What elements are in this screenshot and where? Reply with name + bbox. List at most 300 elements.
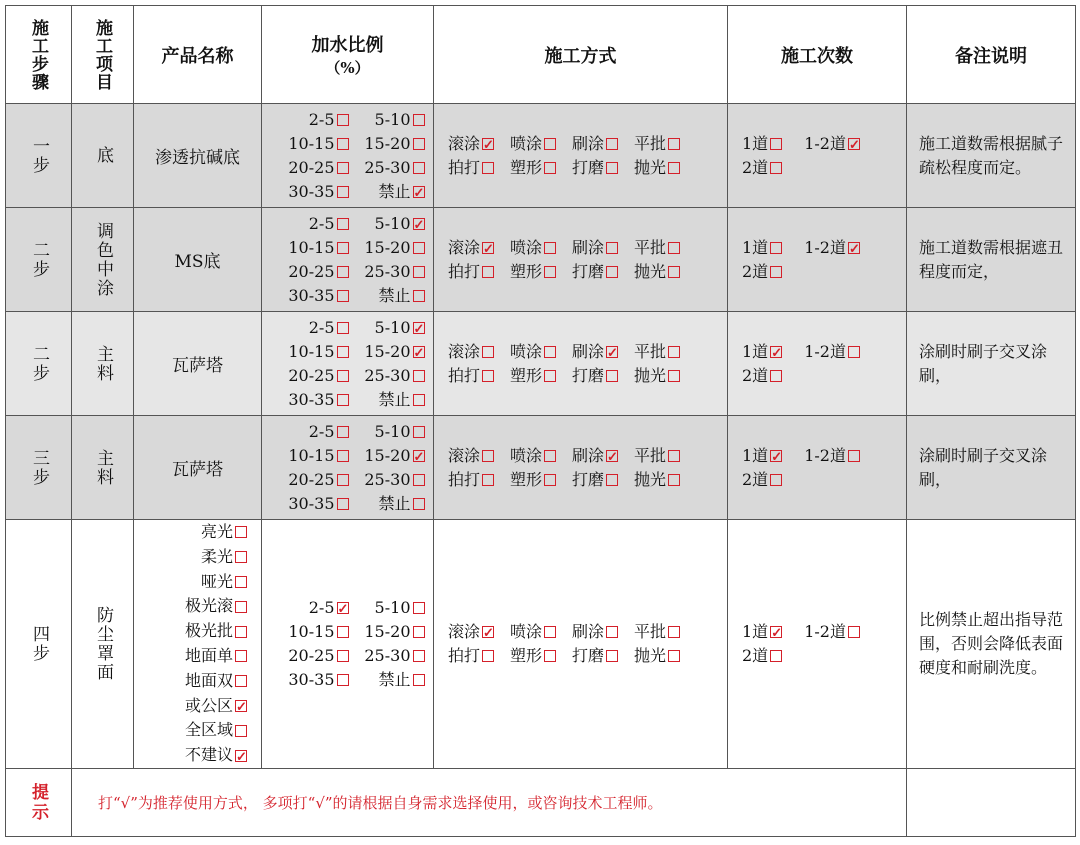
method-option-label: 拍打	[448, 261, 481, 281]
ratio-option-label: 2-5	[308, 213, 335, 233]
step-cell	[6, 312, 72, 416]
unchecked-box-icon[interactable]	[668, 450, 680, 462]
unchecked-box-icon[interactable]	[413, 114, 425, 126]
method-cell	[434, 208, 728, 312]
header-remark	[907, 6, 1076, 104]
unchecked-box-icon[interactable]	[413, 626, 425, 638]
ratio-option-label: 15-20	[364, 237, 411, 257]
ratio-cell	[262, 104, 434, 208]
times-row	[742, 340, 860, 364]
unchecked-box-icon[interactable]	[482, 650, 494, 662]
unchecked-box-icon[interactable]	[337, 322, 349, 334]
finish-option-label: 哑光	[200, 571, 233, 591]
method-option	[572, 340, 618, 364]
times-row	[742, 236, 860, 260]
remark-text: 施工道数需根据遮丑程度而定，	[919, 237, 1064, 281]
ratio-option-label: 25-30	[364, 157, 411, 177]
times-cell	[728, 104, 907, 208]
times-row	[742, 444, 860, 468]
unchecked-box-icon[interactable]	[413, 266, 425, 278]
checked-box-icon[interactable]	[235, 750, 247, 762]
method-option	[448, 620, 494, 644]
checked-box-icon[interactable]	[848, 138, 860, 150]
checked-box-icon[interactable]	[482, 242, 494, 254]
header-times	[728, 6, 907, 104]
unchecked-box-icon[interactable]	[668, 266, 680, 278]
method-option-label: 拍打	[448, 469, 481, 489]
method-option-label: 塑形	[510, 157, 543, 177]
checked-box-icon[interactable]	[413, 450, 425, 462]
unchecked-box-icon[interactable]	[606, 474, 618, 486]
checked-box-icon[interactable]	[482, 138, 494, 150]
method-option-label: 打磨	[572, 365, 605, 385]
ratio-option	[283, 644, 349, 668]
method-option	[510, 620, 556, 644]
unchecked-box-icon[interactable]	[337, 474, 349, 486]
ratio-option-label: 25-30	[364, 469, 411, 489]
method-row	[448, 340, 680, 364]
ratio-option	[349, 364, 425, 388]
method-option-label: 滚涂	[448, 445, 481, 465]
remark-cell	[907, 104, 1076, 208]
finish-option-label: 极光滚	[184, 596, 233, 616]
ratio-option	[283, 340, 349, 364]
unchecked-box-icon[interactable]	[606, 370, 618, 382]
product-name: MS底	[174, 252, 221, 272]
method-option	[572, 468, 618, 492]
method-option	[448, 132, 494, 156]
unchecked-box-icon[interactable]	[413, 138, 425, 150]
unchecked-box-icon[interactable]	[668, 242, 680, 254]
ratio-option-label: 20-25	[288, 261, 335, 281]
method-option-label: 喷涂	[510, 133, 543, 153]
times-option-label: 1-2道	[804, 237, 846, 257]
remark-text: 比例禁止超出指导范围，否则会降低表面硬度和耐刷洗度。	[919, 610, 1064, 677]
unchecked-box-icon[interactable]	[413, 498, 425, 510]
method-option-label: 滚涂	[448, 133, 481, 153]
unchecked-box-icon[interactable]	[606, 650, 618, 662]
ratio-option-label: 2-5	[308, 598, 335, 617]
unchecked-box-icon[interactable]	[770, 474, 782, 486]
ratio-option	[349, 444, 425, 468]
unchecked-box-icon[interactable]	[770, 266, 782, 278]
method-option-label: 打磨	[572, 157, 605, 177]
unchecked-box-icon[interactable]	[544, 138, 556, 150]
unchecked-box-icon[interactable]	[544, 370, 556, 382]
checked-box-icon[interactable]	[482, 626, 494, 638]
unchecked-box-icon[interactable]	[337, 346, 349, 358]
method-option	[634, 260, 680, 284]
method-option	[634, 156, 680, 180]
ratio-option-label: 20-25	[288, 157, 335, 177]
method-option	[510, 260, 556, 284]
ratio-option-label: 5-10	[374, 317, 411, 337]
finish-option	[185, 669, 247, 694]
checked-box-icon[interactable]	[413, 186, 425, 198]
checked-box-icon[interactable]	[413, 218, 425, 230]
method-option	[448, 340, 494, 364]
times-option-label: 2道	[742, 157, 769, 177]
unchecked-box-icon[interactable]	[482, 474, 494, 486]
remark-text: 施工道数需根据腻子疏松程度而定。	[919, 133, 1064, 177]
unchecked-box-icon[interactable]	[337, 394, 349, 406]
method-option	[634, 444, 680, 468]
method-row	[448, 236, 680, 260]
ratio-option-label: 30-35	[288, 493, 335, 513]
unchecked-box-icon[interactable]	[413, 474, 425, 486]
finish-option-label: 地面单	[184, 646, 233, 665]
ratio-options	[271, 420, 425, 516]
finish-option	[185, 594, 247, 619]
unchecked-box-icon[interactable]	[668, 370, 680, 382]
times-option-label: 1-2道	[804, 341, 846, 361]
times-option	[742, 156, 782, 180]
unchecked-box-icon[interactable]	[482, 450, 494, 462]
times-option-label: 2道	[742, 469, 769, 489]
step-cell	[6, 416, 72, 520]
unchecked-box-icon[interactable]	[544, 266, 556, 278]
method-option-label: 平批	[634, 237, 667, 257]
method-option-label: 打磨	[572, 469, 605, 489]
method-option-label: 平批	[634, 133, 667, 153]
ratio-options	[271, 596, 425, 692]
ratio-option-label: 2-5	[308, 317, 335, 337]
unchecked-box-icon[interactable]	[544, 650, 556, 662]
method-option	[448, 444, 494, 468]
times-option	[804, 340, 860, 364]
unchecked-box-icon[interactable]	[235, 576, 247, 588]
times-option	[742, 340, 782, 364]
unchecked-box-icon[interactable]	[668, 626, 680, 638]
finish-option-label: 极光批	[184, 621, 233, 641]
unchecked-box-icon[interactable]	[413, 394, 425, 406]
method-option	[510, 132, 556, 156]
checked-box-icon[interactable]	[413, 346, 425, 358]
unchecked-box-icon[interactable]	[482, 162, 494, 174]
method-row	[448, 620, 680, 644]
unchecked-box-icon[interactable]	[482, 370, 494, 382]
unchecked-box-icon[interactable]	[337, 290, 349, 302]
unchecked-box-icon[interactable]	[544, 242, 556, 254]
times-option	[742, 644, 782, 668]
ratio-option-label: 5-10	[374, 109, 411, 129]
times-option-label: 1道	[742, 133, 769, 153]
ratio-option	[283, 180, 349, 204]
item-cell	[72, 208, 134, 312]
method-option-label: 拍打	[448, 157, 481, 177]
remark-text: 涂刷时刷子交叉涂刷，	[919, 445, 1048, 489]
tip-empty-cell	[907, 769, 1076, 837]
product-name: 瓦萨塔	[172, 460, 223, 480]
ratio-options	[271, 108, 425, 204]
unchecked-box-icon[interactable]	[337, 266, 349, 278]
times-option	[804, 132, 860, 156]
finish-option	[185, 644, 247, 669]
unchecked-box-icon[interactable]	[337, 162, 349, 174]
unchecked-box-icon[interactable]	[668, 474, 680, 486]
unchecked-box-icon[interactable]	[235, 526, 247, 538]
times-cell	[728, 520, 907, 769]
unchecked-box-icon[interactable]	[413, 650, 425, 662]
unchecked-box-icon[interactable]	[413, 602, 425, 614]
ratio-options	[271, 316, 425, 412]
method-option-label: 拍打	[448, 646, 481, 665]
unchecked-box-icon[interactable]	[337, 242, 349, 254]
ratio-option-label: 25-30	[364, 646, 411, 665]
unchecked-box-icon[interactable]	[482, 346, 494, 358]
construction-table	[5, 5, 1076, 837]
header-method-text: 施工方式	[544, 45, 617, 67]
unchecked-box-icon[interactable]	[606, 266, 618, 278]
product-cell	[134, 208, 262, 312]
ratio-option	[349, 420, 425, 444]
unchecked-box-icon[interactable]	[413, 242, 425, 254]
ratio-option	[349, 316, 425, 340]
ratio-option-label: 5-10	[374, 421, 411, 441]
unchecked-box-icon[interactable]	[770, 138, 782, 150]
method-option	[448, 156, 494, 180]
unchecked-box-icon[interactable]	[337, 186, 349, 198]
method-option	[634, 644, 680, 668]
step-cell	[6, 520, 72, 769]
method-option	[634, 364, 680, 388]
unchecked-box-icon[interactable]	[606, 138, 618, 150]
unchecked-box-icon[interactable]	[770, 650, 782, 662]
method-option-label: 刷涂	[572, 237, 605, 257]
method-option	[510, 444, 556, 468]
ratio-option-label: 30-35	[288, 181, 335, 201]
method-option-label: 平批	[634, 622, 667, 641]
finish-option	[185, 619, 247, 644]
times-option-label: 1-2道	[804, 622, 846, 641]
times-option-label: 1道	[742, 237, 769, 257]
finish-option-label: 地面双	[184, 670, 233, 690]
unchecked-box-icon[interactable]	[606, 626, 618, 638]
ratio-option-label: 10-15	[288, 341, 335, 361]
ratio-option-label: 20-25	[288, 365, 335, 385]
ratio-option	[349, 132, 425, 156]
finish-option-label: 不建议	[184, 745, 233, 765]
checked-box-icon[interactable]	[770, 626, 782, 638]
finish-option	[185, 743, 247, 768]
unchecked-box-icon[interactable]	[413, 426, 425, 438]
checked-box-icon[interactable]	[770, 346, 782, 358]
method-row	[448, 468, 680, 492]
ratio-option-label: 15-20	[364, 341, 411, 361]
times-cell	[728, 416, 907, 520]
times-option-label: 2道	[742, 646, 769, 665]
checked-box-icon[interactable]	[770, 450, 782, 462]
unchecked-box-icon[interactable]	[668, 346, 680, 358]
method-option-label: 刷涂	[572, 445, 605, 465]
method-option-label: 打磨	[572, 261, 605, 281]
unchecked-box-icon[interactable]	[413, 370, 425, 382]
unchecked-box-icon[interactable]	[770, 242, 782, 254]
unchecked-box-icon[interactable]	[337, 650, 349, 662]
unchecked-box-icon[interactable]	[770, 370, 782, 382]
ratio-option	[349, 260, 425, 284]
unchecked-box-icon[interactable]	[413, 290, 425, 302]
unchecked-box-icon[interactable]	[770, 162, 782, 174]
tip-text-cell	[72, 769, 907, 837]
ratio-cell	[262, 208, 434, 312]
times-row	[742, 620, 860, 644]
method-option-label: 滚涂	[448, 622, 481, 641]
unchecked-box-icon[interactable]	[606, 162, 618, 174]
ratio-option-label: 30-35	[288, 389, 335, 409]
unchecked-box-icon[interactable]	[668, 162, 680, 174]
finish-option-label: 或公区	[184, 695, 233, 715]
remark-text: 涂刷时刷子交叉涂刷，	[919, 341, 1048, 385]
header-ratio-line2: （%）	[325, 59, 370, 77]
method-option-label: 拍打	[448, 365, 481, 385]
method-cell	[434, 312, 728, 416]
unchecked-box-icon[interactable]	[337, 138, 349, 150]
checked-box-icon[interactable]	[606, 450, 618, 462]
method-option-label: 抛光	[634, 646, 667, 665]
method-option-label: 滚涂	[448, 237, 481, 257]
unchecked-box-icon[interactable]	[337, 370, 349, 382]
ratio-option-label: 禁止	[378, 389, 411, 409]
times-option	[742, 468, 782, 492]
method-option-label: 喷涂	[510, 622, 543, 641]
method-option-label: 平批	[634, 445, 667, 465]
ratio-option	[349, 492, 425, 516]
remark-cell	[907, 312, 1076, 416]
unchecked-box-icon[interactable]	[848, 346, 860, 358]
ratio-option	[349, 212, 425, 236]
method-option-label: 抛光	[634, 469, 667, 489]
unchecked-box-icon[interactable]	[337, 626, 349, 638]
unchecked-box-icon[interactable]	[606, 242, 618, 254]
method-option	[448, 236, 494, 260]
ratio-option	[349, 388, 425, 412]
method-option-label: 抛光	[634, 157, 667, 177]
ratio-option-label: 5-10	[374, 598, 411, 617]
unchecked-box-icon[interactable]	[544, 474, 556, 486]
unchecked-box-icon[interactable]	[413, 162, 425, 174]
ratio-option	[349, 236, 425, 260]
product-cell	[134, 416, 262, 520]
unchecked-box-icon[interactable]	[668, 138, 680, 150]
ratio-option	[283, 596, 349, 620]
item-cell	[72, 416, 134, 520]
header-method	[434, 6, 728, 104]
unchecked-box-icon[interactable]	[848, 626, 860, 638]
unchecked-box-icon[interactable]	[668, 650, 680, 662]
method-row	[448, 132, 680, 156]
ratio-option	[349, 620, 425, 644]
ratio-cell	[262, 312, 434, 416]
method-option-label: 刷涂	[572, 133, 605, 153]
times-option	[804, 444, 860, 468]
unchecked-box-icon[interactable]	[235, 725, 247, 737]
header-remark-text: 备注说明	[955, 45, 1027, 67]
checked-box-icon[interactable]	[606, 346, 618, 358]
ratio-option-label: 禁止	[378, 181, 411, 201]
item-text: 主料	[93, 344, 113, 383]
times-option-label: 1-2道	[804, 133, 846, 153]
unchecked-box-icon[interactable]	[413, 674, 425, 686]
unchecked-box-icon[interactable]	[337, 218, 349, 230]
ratio-option	[283, 492, 349, 516]
method-option	[572, 620, 618, 644]
unchecked-box-icon[interactable]	[848, 450, 860, 462]
unchecked-box-icon[interactable]	[337, 450, 349, 462]
method-option	[572, 156, 618, 180]
remark-cell	[907, 416, 1076, 520]
times-cell	[728, 312, 907, 416]
ratio-option	[283, 444, 349, 468]
ratio-option-label: 20-25	[288, 646, 335, 665]
method-option-label: 刷涂	[572, 341, 605, 361]
unchecked-box-icon[interactable]	[337, 426, 349, 438]
times-option-label: 1道	[742, 341, 769, 361]
method-cell	[434, 104, 728, 208]
method-option-label: 抛光	[634, 261, 667, 281]
unchecked-box-icon[interactable]	[235, 675, 247, 687]
times-option	[742, 260, 782, 284]
checked-box-icon[interactable]	[848, 242, 860, 254]
unchecked-box-icon[interactable]	[337, 498, 349, 510]
unchecked-box-icon[interactable]	[235, 601, 247, 613]
method-row	[448, 644, 680, 668]
method-option	[510, 156, 556, 180]
unchecked-box-icon[interactable]	[235, 626, 247, 638]
unchecked-box-icon[interactable]	[337, 674, 349, 686]
finish-option	[201, 545, 247, 570]
method-option-label: 平批	[634, 341, 667, 361]
unchecked-box-icon[interactable]	[235, 650, 247, 662]
method-option	[448, 644, 494, 668]
times-option-label: 1-2道	[804, 445, 846, 465]
item-text: 调色中涂	[93, 221, 113, 298]
times-cell	[728, 208, 907, 312]
header-ratio	[262, 6, 434, 104]
ratio-option-label: 10-15	[288, 133, 335, 153]
method-row	[448, 260, 680, 284]
method-option	[634, 468, 680, 492]
ratio-cell	[262, 416, 434, 520]
unchecked-box-icon[interactable]	[544, 346, 556, 358]
unchecked-box-icon[interactable]	[337, 114, 349, 126]
unchecked-box-icon[interactable]	[544, 450, 556, 462]
item-text: 主料	[93, 448, 113, 487]
product-name: 渗透抗碱底	[155, 148, 240, 168]
method-option	[572, 444, 618, 468]
header-product-text: 产品名称	[161, 45, 234, 67]
method-option	[448, 260, 494, 284]
unchecked-box-icon[interactable]	[482, 266, 494, 278]
method-option	[510, 468, 556, 492]
ratio-option	[283, 388, 349, 412]
method-cell	[434, 520, 728, 769]
header-product	[134, 6, 262, 104]
method-option-label: 喷涂	[510, 341, 543, 361]
unchecked-box-icon[interactable]	[544, 162, 556, 174]
ratio-option-label: 25-30	[364, 365, 411, 385]
unchecked-box-icon[interactable]	[235, 551, 247, 563]
method-option	[634, 236, 680, 260]
checked-box-icon[interactable]	[413, 322, 425, 334]
checked-box-icon[interactable]	[337, 602, 349, 614]
method-option-label: 抛光	[634, 365, 667, 385]
checked-box-icon[interactable]	[235, 700, 247, 712]
times-option-label: 2道	[742, 261, 769, 281]
step-text: 四步	[29, 625, 49, 663]
unchecked-box-icon[interactable]	[544, 626, 556, 638]
ratio-options	[271, 212, 425, 308]
